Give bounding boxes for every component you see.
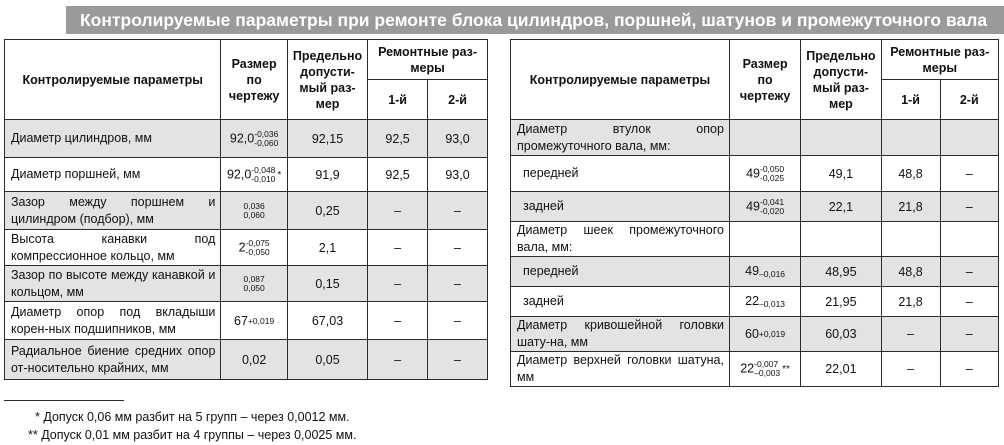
repair-2-cell: – bbox=[940, 287, 998, 317]
empty-cell bbox=[801, 120, 881, 156]
size-base: 67 bbox=[234, 313, 248, 328]
table-row bbox=[5, 302, 488, 340]
repair-1-cell: 92,5 bbox=[368, 158, 428, 192]
size-base: 92,0 bbox=[226, 166, 252, 181]
size-tolerance bbox=[243, 275, 264, 293]
empty-cell bbox=[881, 120, 940, 156]
tolerance-upper: -0,007 bbox=[754, 359, 779, 369]
size-tolerance bbox=[759, 294, 785, 309]
table-row bbox=[511, 192, 999, 222]
size-cell bbox=[221, 266, 287, 302]
empty-cell bbox=[940, 222, 998, 257]
repair-1-cell: 92,5 bbox=[368, 120, 428, 158]
param-name: Высота канавки под компрессионное кольцо, мм bbox=[5, 230, 221, 266]
table-row bbox=[511, 257, 999, 287]
limit-cell: 2,1 bbox=[287, 230, 367, 266]
tolerance-upper: 0,036 bbox=[243, 200, 265, 211]
param-name: Диаметр кривошейной головки шату-на, мм bbox=[511, 317, 730, 352]
tolerance-lower: –0,016 bbox=[759, 269, 786, 280]
repair-2-cell: – bbox=[428, 230, 488, 266]
tolerance-upper: -0,050 bbox=[759, 163, 785, 174]
repair-1-cell: – bbox=[368, 340, 428, 380]
limit-cell: 92,15 bbox=[287, 120, 367, 158]
size-cell bbox=[729, 257, 800, 287]
param-name: Диаметр втулок опор промежуточного вала, мм: bbox=[511, 120, 730, 156]
header-repair: Ремонтные раз-меры bbox=[368, 40, 488, 80]
tolerance-lower: –0,003 bbox=[754, 368, 781, 378]
size-base: 92,0 bbox=[229, 130, 255, 145]
empty-cell bbox=[729, 222, 800, 257]
empty-cell bbox=[729, 120, 800, 156]
size-cell bbox=[221, 302, 287, 340]
size-tolerance bbox=[759, 264, 785, 279]
size-tolerance bbox=[760, 198, 784, 216]
param-name: Зазор между поршнем и цилиндром (подбор), мм bbox=[5, 192, 221, 230]
repair-1-cell: 21,8 bbox=[881, 287, 940, 317]
table-row bbox=[511, 156, 999, 192]
header-repair: Ремонтные раз-меры bbox=[881, 40, 998, 80]
tolerance-lower: -0,020 bbox=[759, 205, 785, 216]
param-name: Диаметр поршней, мм bbox=[5, 158, 221, 192]
param-name: Диаметр шеек промежуточного вала, мм: bbox=[511, 222, 730, 257]
repair-2-cell: – bbox=[428, 266, 488, 302]
repair-1-cell: – bbox=[368, 192, 428, 230]
header-size: Размер по чертежу bbox=[221, 40, 287, 120]
empty-cell bbox=[940, 120, 998, 156]
size-base: 49 bbox=[746, 165, 760, 180]
size-base: 22 bbox=[740, 361, 755, 376]
table-row bbox=[511, 287, 999, 317]
table-row bbox=[5, 266, 488, 302]
tolerance-lower: -0,010 bbox=[251, 173, 276, 184]
table-row bbox=[511, 317, 999, 352]
footnote-1: * Допуск 0,06 мм разбит на 5 групп – через 0,0012 мм. bbox=[35, 410, 350, 424]
tolerance-lower: -0,060 bbox=[254, 137, 279, 148]
repair-2-cell: 93,0 bbox=[428, 120, 488, 158]
repair-2-cell: 93,0 bbox=[428, 158, 488, 192]
size-tolerance bbox=[254, 130, 278, 148]
param-name: Радиальное биение средних опор от-носительно крайних, мм bbox=[5, 340, 221, 380]
empty-cell bbox=[881, 222, 940, 257]
parameters-table-left bbox=[4, 39, 488, 380]
param-name: Диаметр цилиндров, мм bbox=[5, 120, 221, 158]
limit-cell: 49,1 bbox=[801, 156, 881, 192]
repair-1-cell: – bbox=[881, 317, 940, 352]
param-name: задней bbox=[511, 192, 730, 222]
tolerance-lower: –0,013 bbox=[759, 299, 786, 310]
repair-1-cell: – bbox=[368, 266, 428, 302]
size-tolerance bbox=[243, 202, 264, 220]
param-name: Диаметр верхней головки шатуна, мм bbox=[511, 352, 730, 387]
repair-2-cell: – bbox=[428, 302, 488, 340]
param-name: задней bbox=[511, 287, 730, 317]
limit-cell: 21,95 bbox=[801, 287, 881, 317]
table-row bbox=[5, 192, 488, 230]
limit-cell: 0,15 bbox=[287, 266, 367, 302]
tolerance-upper: -0,075 bbox=[245, 237, 270, 248]
header-size: Размер по чертежу bbox=[729, 40, 800, 120]
repair-1-cell: – bbox=[368, 302, 428, 340]
repair-1-cell: 48,8 bbox=[881, 156, 940, 192]
limit-cell: 91,9 bbox=[287, 158, 367, 192]
parameters-table-right bbox=[510, 39, 999, 387]
header-param: Контролируемые параметры bbox=[5, 40, 221, 120]
limit-cell: 0,25 bbox=[287, 192, 367, 230]
empty-cell bbox=[801, 222, 881, 257]
repair-2-cell: – bbox=[940, 257, 998, 287]
header-param: Контролируемые параметры bbox=[511, 40, 730, 120]
size-base: 49 bbox=[745, 263, 760, 278]
limit-cell: 22,1 bbox=[801, 192, 881, 222]
size-cell bbox=[221, 230, 287, 266]
size-tolerance bbox=[248, 317, 274, 326]
tolerance-lower: 0,060 bbox=[243, 209, 265, 220]
size-tolerance bbox=[246, 239, 270, 257]
tolerance-upper: 0,087 bbox=[243, 273, 265, 284]
tolerance-upper: -0,041 bbox=[759, 196, 785, 207]
tolerance-upper: +0,019 bbox=[758, 329, 786, 340]
table-row bbox=[5, 158, 488, 192]
limit-cell: 60,03 bbox=[801, 317, 881, 352]
header-repair-2: 2-й bbox=[428, 80, 488, 120]
size-base: 49 bbox=[746, 198, 760, 213]
limit-cell: 48,95 bbox=[801, 257, 881, 287]
header-repair-1: 1-й bbox=[881, 80, 940, 120]
tolerance-upper: +0,019 bbox=[247, 315, 275, 326]
param-name: Зазор по высоте между канавкой и кольцом, мм bbox=[5, 266, 221, 302]
header-repair-2: 2-й bbox=[940, 80, 998, 120]
header-limit: Предельно допусти-мый раз-мер bbox=[287, 40, 367, 120]
header-repair-1: 1-й bbox=[368, 80, 428, 120]
param-name: передней bbox=[511, 156, 730, 192]
size-base: 60 bbox=[745, 327, 759, 341]
tolerance-upper: -0,036 bbox=[254, 128, 279, 139]
table-row bbox=[5, 340, 488, 380]
tolerance-lower: -0,025 bbox=[759, 172, 785, 183]
limit-cell: 22,01 bbox=[801, 352, 881, 387]
footnote-divider bbox=[4, 400, 124, 401]
repair-2-cell: – bbox=[428, 192, 488, 230]
size-base: 0,02 bbox=[241, 352, 267, 367]
footnote-mark: * bbox=[277, 169, 282, 181]
repair-1-cell: 48,8 bbox=[881, 257, 940, 287]
size-cell bbox=[729, 317, 800, 352]
size-cell bbox=[729, 192, 800, 222]
size-cell bbox=[729, 352, 800, 387]
size-tolerance bbox=[251, 166, 275, 184]
repair-2-cell: – bbox=[428, 340, 488, 380]
page-title: Контролируемые параметры при ремонте блока цилиндров, поршней, шатунов и промежуточного вала bbox=[66, 6, 1004, 34]
size-cell bbox=[221, 340, 287, 380]
repair-1-cell: 21,8 bbox=[881, 192, 940, 222]
size-tolerance bbox=[754, 360, 780, 378]
footnote-2: ** Допуск 0,01 мм разбит на 4 группы – через 0,0025 мм. bbox=[28, 428, 357, 442]
param-name: передней bbox=[511, 257, 730, 287]
size-cell bbox=[221, 158, 287, 192]
size-base: 22 bbox=[745, 293, 760, 308]
footnote-mark: ** bbox=[782, 364, 790, 376]
table-row bbox=[5, 230, 488, 266]
size-cell bbox=[729, 156, 800, 192]
repair-1-cell: – bbox=[368, 230, 428, 266]
table-row bbox=[511, 222, 999, 257]
size-cell bbox=[221, 192, 287, 230]
repair-2-cell: – bbox=[940, 317, 998, 352]
size-tolerance bbox=[760, 165, 784, 183]
repair-2-cell: – bbox=[940, 156, 998, 192]
limit-cell: 0,05 bbox=[287, 340, 367, 380]
size-base: 2 bbox=[238, 239, 246, 254]
size-cell bbox=[221, 120, 287, 158]
header-limit: Предельно допусти-мый раз-мер bbox=[801, 40, 881, 120]
tolerance-upper: -0,048 bbox=[251, 164, 276, 175]
tolerance-lower: 0,050 bbox=[243, 282, 265, 293]
limit-cell: 67,03 bbox=[287, 302, 367, 340]
table-row bbox=[511, 352, 999, 387]
size-cell bbox=[729, 287, 800, 317]
table-row bbox=[511, 120, 999, 156]
size-tolerance bbox=[759, 330, 785, 339]
repair-1-cell: – bbox=[881, 352, 940, 387]
repair-2-cell: – bbox=[940, 352, 998, 387]
tolerance-lower: -0,050 bbox=[245, 246, 270, 257]
param-name: Диаметр опор под вкладыши корен-ных подшипников, мм bbox=[5, 302, 221, 340]
repair-2-cell: – bbox=[940, 192, 998, 222]
table-row bbox=[5, 120, 488, 158]
